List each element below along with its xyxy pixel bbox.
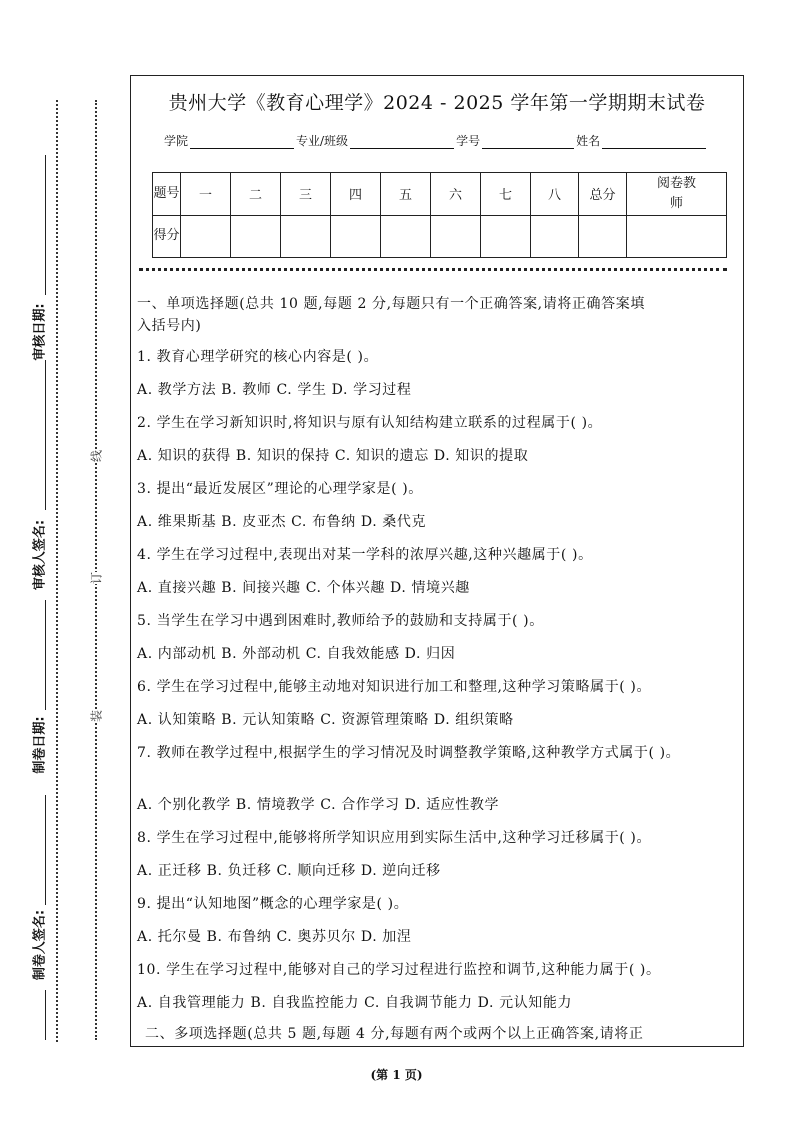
exam-title: 贵州大学《教育心理学》2024 - 2025 学年第一学期期末试卷 [168, 92, 706, 114]
score-row-header: 得分 [153, 215, 181, 258]
seal-line-char: 线 [89, 449, 104, 463]
question-5-options: A. 内部动机 B. 外部动机 C. 自我效能感 D. 归因 [137, 646, 456, 662]
score-table [152, 172, 727, 258]
name-label: 姓名 [576, 134, 601, 148]
section1-heading-line1: 一、单项选择题(总共 10 题,每题 2 分,每题只有一个正确答案,请将正确答案填 [137, 296, 645, 312]
score-cell-4[interactable] [331, 215, 381, 258]
name-field[interactable] [602, 136, 706, 149]
college-field[interactable] [190, 136, 294, 149]
reviewer-signature-line [45, 360, 46, 510]
col-header-6: 六 [431, 173, 481, 216]
score-cell-grader[interactable] [627, 215, 727, 258]
paper-maker-signature-line [45, 795, 46, 905]
score-cell-1[interactable] [181, 215, 231, 258]
reviewer-signature-label: 审核人签名: [32, 519, 48, 591]
student-id-label: 学号 [456, 134, 481, 148]
col-header-8: 八 [531, 173, 579, 216]
col-header-4: 四 [331, 173, 381, 216]
binding-dotted-line-outer [56, 100, 58, 1042]
student-info-row [164, 132, 708, 149]
score-cell-5[interactable] [381, 215, 431, 258]
col-header-7: 七 [481, 173, 531, 216]
question-10: 10. 学生在学习过程中,能够对自己的学习过程进行监控和调节,这种能力属于( )。 [137, 962, 661, 978]
score-cell-2[interactable] [231, 215, 281, 258]
col-header-1: 一 [181, 173, 231, 216]
exam-paper-frame [130, 75, 744, 1047]
section2-heading: 二、多项选择题(总共 5 题,每题 4 分,每题有两个或两个以上正确答案,请将正 [145, 1026, 644, 1042]
question-7: 7. 教师在教学过程中,根据学生的学习情况及时调整教学策略,这种教学方式属于( )。 [137, 745, 681, 761]
question-1-options: A. 教学方法 B. 教师 C. 学生 D. 学习过程 [137, 382, 412, 398]
question-2: 2. 学生在学习新知识时,将知识与原有认知结构建立联系的过程属于( )。 [137, 415, 603, 431]
question-number-header: 题号 [153, 173, 181, 216]
question-6: 6. 学生在学习过程中,能够主动地对知识进行加工和整理,这种学习策略属于( )。 [137, 679, 652, 695]
major-class-label: 专业/班级 [296, 134, 349, 148]
question-5: 5. 当学生在学习中遇到困难时,教师给予的鼓励和支持属于( )。 [137, 613, 544, 629]
review-date-label: 审核日期: [32, 303, 48, 361]
question-9: 9. 提出“认知地图”概念的心理学家是( )。 [137, 896, 409, 912]
score-cell-3[interactable] [281, 215, 331, 258]
question-1: 1. 教育心理学研究的核心内容是( )。 [137, 349, 379, 365]
student-id-field[interactable] [482, 136, 574, 149]
dotted-separator [139, 268, 727, 271]
question-2-options: A. 知识的获得 B. 知识的保持 C. 知识的遗忘 D. 知识的提取 [137, 448, 529, 464]
score-cell-6[interactable] [431, 215, 481, 258]
seal-mount-char: 装 [89, 709, 104, 723]
score-cell-total[interactable] [579, 215, 627, 258]
question-7-options: A. 个别化教学 B. 情境教学 C. 合作学习 D. 适应性教学 [137, 797, 500, 813]
question-4-options: A. 直接兴趣 B. 间接兴趣 C. 个体兴趣 D. 情境兴趣 [137, 580, 470, 596]
col-header-2: 二 [231, 173, 281, 216]
section1-heading-line2: 入括号内) [137, 318, 202, 334]
binding-dotted-line-inner [95, 100, 97, 1040]
question-3: 3. 提出“最近发展区”理论的心理学家是( )。 [137, 481, 423, 497]
col-header-total: 总分 [579, 173, 627, 216]
col-header-3: 三 [281, 173, 331, 216]
col-header-5: 五 [381, 173, 431, 216]
paper-maker-signature-line-end [45, 990, 46, 1040]
question-3-options: A. 维果斯基 B. 皮亚杰 C. 布鲁纳 D. 桑代克 [137, 514, 427, 530]
paper-maker-signature-label: 制卷人签名: [32, 909, 48, 981]
question-4: 4. 学生在学习过程中,表现出对某一学科的浓厚兴趣,这种兴趣属于( )。 [137, 547, 593, 563]
paper-date-label: 制卷日期: [32, 716, 48, 774]
page-number: (第 1 页) [370, 1068, 423, 1082]
question-9-options: A. 托尔曼 B. 布鲁纳 C. 奥苏贝尔 D. 加涅 [137, 929, 412, 945]
question-8-options: A. 正迁移 B. 负迁移 C. 顺向迁移 D. 逆向迁移 [137, 863, 441, 879]
score-cell-8[interactable] [531, 215, 579, 258]
major-class-field[interactable] [350, 136, 454, 149]
question-10-options: A. 自我管理能力 B. 自我监控能力 C. 自我调节能力 D. 元认知能力 [137, 995, 573, 1011]
score-cell-7[interactable] [481, 215, 531, 258]
col-header-grader: 阅卷教师 [627, 173, 727, 216]
question-6-options: A. 认知策略 B. 元认知策略 C. 资源管理策略 D. 组织策略 [137, 712, 514, 728]
question-8: 8. 学生在学习过程中,能够将所学知识应用到实际生活中,这种学习迁移属于( )。 [137, 830, 652, 846]
paper-date-line [45, 600, 46, 710]
review-date-line [45, 155, 46, 295]
seal-bind-char: 订 [89, 571, 104, 585]
college-label: 学院 [164, 134, 189, 148]
